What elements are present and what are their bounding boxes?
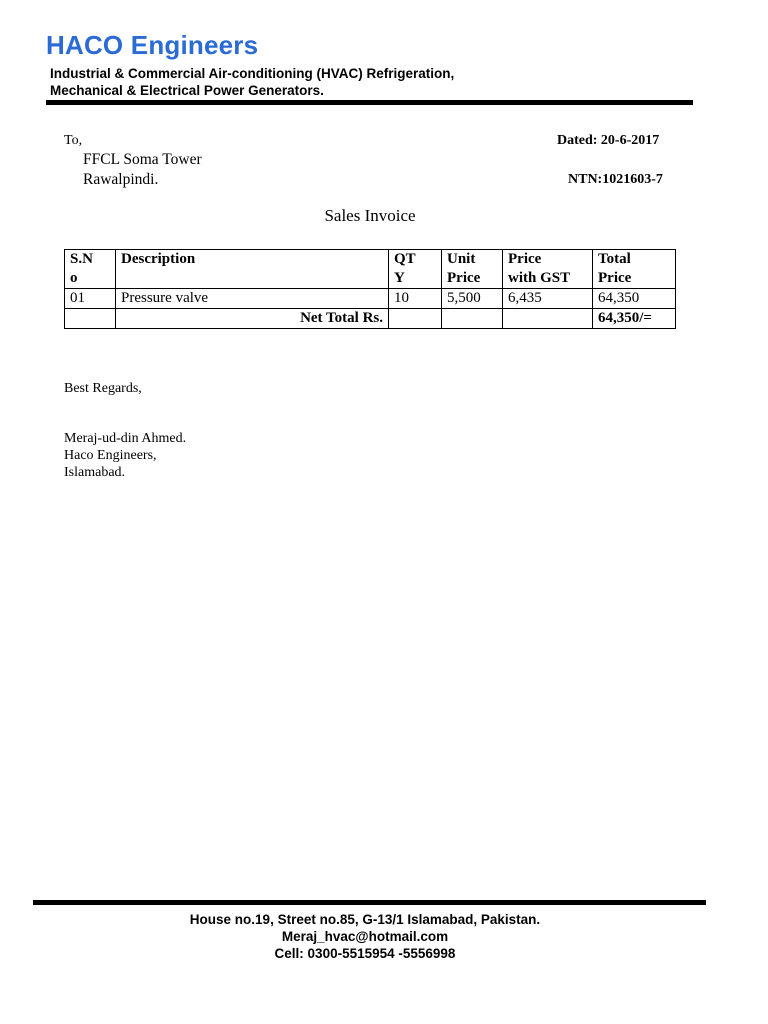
cell-empty bbox=[442, 309, 503, 329]
header-unit-price: Unit Price bbox=[442, 250, 503, 289]
cell-empty bbox=[65, 309, 116, 329]
net-total-value: 64,350/= bbox=[593, 309, 676, 329]
header-total-price: Total Price bbox=[593, 250, 676, 289]
table-row bbox=[65, 289, 676, 309]
cell-total-price: 64,350 bbox=[593, 289, 676, 309]
cell-empty bbox=[503, 309, 593, 329]
closing-regards: Best Regards, bbox=[64, 381, 142, 396]
cell-description: Pressure valve bbox=[116, 289, 389, 309]
table-header-row bbox=[65, 250, 676, 289]
cell-price-with-gst: 6,435 bbox=[503, 289, 593, 309]
net-total-row bbox=[65, 309, 676, 329]
header-price-with-gst: Price with GST bbox=[503, 250, 593, 289]
header-divider bbox=[46, 100, 693, 105]
company-tagline-line-1: Industrial & Commercial Air-conditioning (HVAC) Refrigeration, bbox=[50, 66, 455, 81]
company-name: HACO Engineers bbox=[46, 30, 259, 60]
invoice-table bbox=[64, 249, 676, 329]
cell-empty bbox=[389, 309, 442, 329]
footer-divider bbox=[33, 900, 706, 905]
footer-address: House no.19, Street no.85, G-13/1 Islamabad, Pakistan. bbox=[189, 912, 541, 927]
invoice-date: Dated: 20-6-2017 bbox=[557, 133, 660, 148]
net-total-label: Net Total Rs. bbox=[116, 309, 389, 329]
recipient-name: FFCL Soma Tower bbox=[83, 151, 202, 168]
signatory-firm: Haco Engineers, bbox=[64, 448, 157, 463]
header-qty: QT Y bbox=[389, 250, 442, 289]
header-sno: S.N o bbox=[65, 250, 116, 289]
salutation: To, bbox=[64, 133, 83, 148]
footer-cell: Cell: 0300-5515954 -5556998 bbox=[274, 946, 456, 961]
cell-unit-price: 5,500 bbox=[442, 289, 503, 309]
company-tagline-line-2: Mechanical & Electrical Power Generators. bbox=[50, 83, 324, 98]
cell-qty: 10 bbox=[389, 289, 442, 309]
ntn-number: NTN:1021603-7 bbox=[568, 172, 663, 187]
signatory-name: Meraj-ud-din Ahmed. bbox=[64, 431, 187, 446]
cell-sno: 01 bbox=[65, 289, 116, 309]
recipient-city: Rawalpindi. bbox=[83, 171, 159, 188]
header-description: Description bbox=[116, 250, 389, 289]
invoice-title: Sales Invoice bbox=[324, 206, 416, 225]
signatory-city: Islamabad. bbox=[64, 465, 126, 480]
footer-email: Meraj_hvac@hotmail.com bbox=[281, 929, 449, 944]
